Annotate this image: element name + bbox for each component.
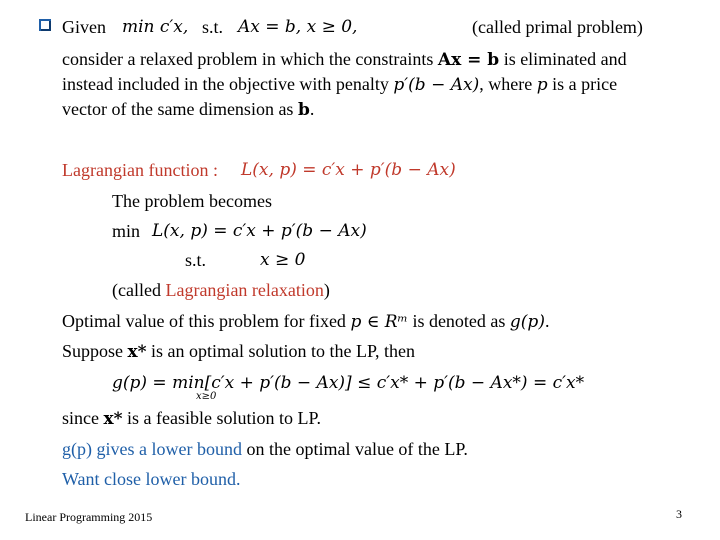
suppose-xstar: x* xyxy=(127,342,147,362)
suppose-text: Suppose xyxy=(62,341,128,361)
para1-text: . xyxy=(309,99,315,119)
optimal-p-in-r: p ∈ Rᵐ xyxy=(350,312,408,332)
para1-p: p xyxy=(536,75,548,95)
para1-line2 xyxy=(62,73,617,96)
para1-constraint: Ax = b xyxy=(437,50,500,70)
problem-st-formula: x ≥ 0 xyxy=(260,250,306,270)
problem-st-label: s.t. xyxy=(185,250,207,270)
para1-text: instead included in the objective with penalty xyxy=(62,74,394,94)
para1-text: is eliminated and xyxy=(499,49,627,69)
para1-penalty: p′(b − Ax) xyxy=(393,75,480,95)
since-line xyxy=(62,407,321,430)
intro-objective: min c′x, xyxy=(122,17,189,37)
optimal-text: . xyxy=(544,311,550,331)
para1-text: is a price xyxy=(547,74,618,94)
problem-min-label: min xyxy=(112,221,141,241)
want-line: Want close lower bound. xyxy=(62,469,241,489)
problem-called-text: (called xyxy=(112,280,166,300)
lower-bound-line xyxy=(62,438,468,460)
since-xstar: x* xyxy=(103,409,123,429)
intro-given: Given xyxy=(62,17,106,37)
para1-text: , where xyxy=(479,74,537,94)
page-number: 3 xyxy=(676,507,682,521)
problem-called-text: ) xyxy=(323,280,330,300)
intro-called: (called primal problem) xyxy=(472,17,643,37)
para1-line1 xyxy=(62,48,627,71)
since-text: since xyxy=(62,408,104,428)
problem-called-term: Lagrangian relaxation xyxy=(165,280,324,300)
lower-bound-text: on the optimal value of the LP. xyxy=(241,439,468,459)
optimal-text: Optimal value of this problem for fixed xyxy=(62,311,351,331)
inequality-formula: g(p) = min[c′x + p′(b − Ax)] ≤ c′x* + p′(b − Ax*) = c′x* xyxy=(112,373,585,393)
checkbox-bullet-icon xyxy=(38,18,52,32)
intro-constraint: Ax = b, x ≥ 0, xyxy=(238,17,358,37)
intro-line xyxy=(62,16,106,38)
since-text: is a feasible solution to LP. xyxy=(122,408,321,428)
suppose-text: is an optimal solution to the LP, then xyxy=(146,341,416,361)
problem-becomes: The problem becomes xyxy=(112,191,272,211)
para1-line3 xyxy=(62,98,314,121)
para1-text: consider a relaxed problem in which the constraints xyxy=(62,49,438,69)
para1-b: b xyxy=(297,100,310,120)
para1-text: vector of the same dimension as xyxy=(62,99,298,119)
lower-bound-highlight: g(p) gives a lower bound xyxy=(62,439,242,459)
suppose-line xyxy=(62,340,415,363)
intro-st: s.t. xyxy=(202,17,224,37)
problem-called xyxy=(112,279,330,301)
footer-title: Linear Programming 2015 xyxy=(25,510,153,524)
lagrangian-formula: L(x, p) = c′x + p′(b − Ax) xyxy=(241,160,456,180)
inequality-subscript: x≥0 xyxy=(196,391,217,402)
optimal-line xyxy=(62,310,549,333)
problem-min-formula: L(x, p) = c′x + p′(b − Ax) xyxy=(152,221,367,241)
optimal-text: is denoted as xyxy=(407,311,510,331)
optimal-gp: g(p) xyxy=(509,312,545,332)
lagrangian-label: Lagrangian function : xyxy=(62,160,218,180)
